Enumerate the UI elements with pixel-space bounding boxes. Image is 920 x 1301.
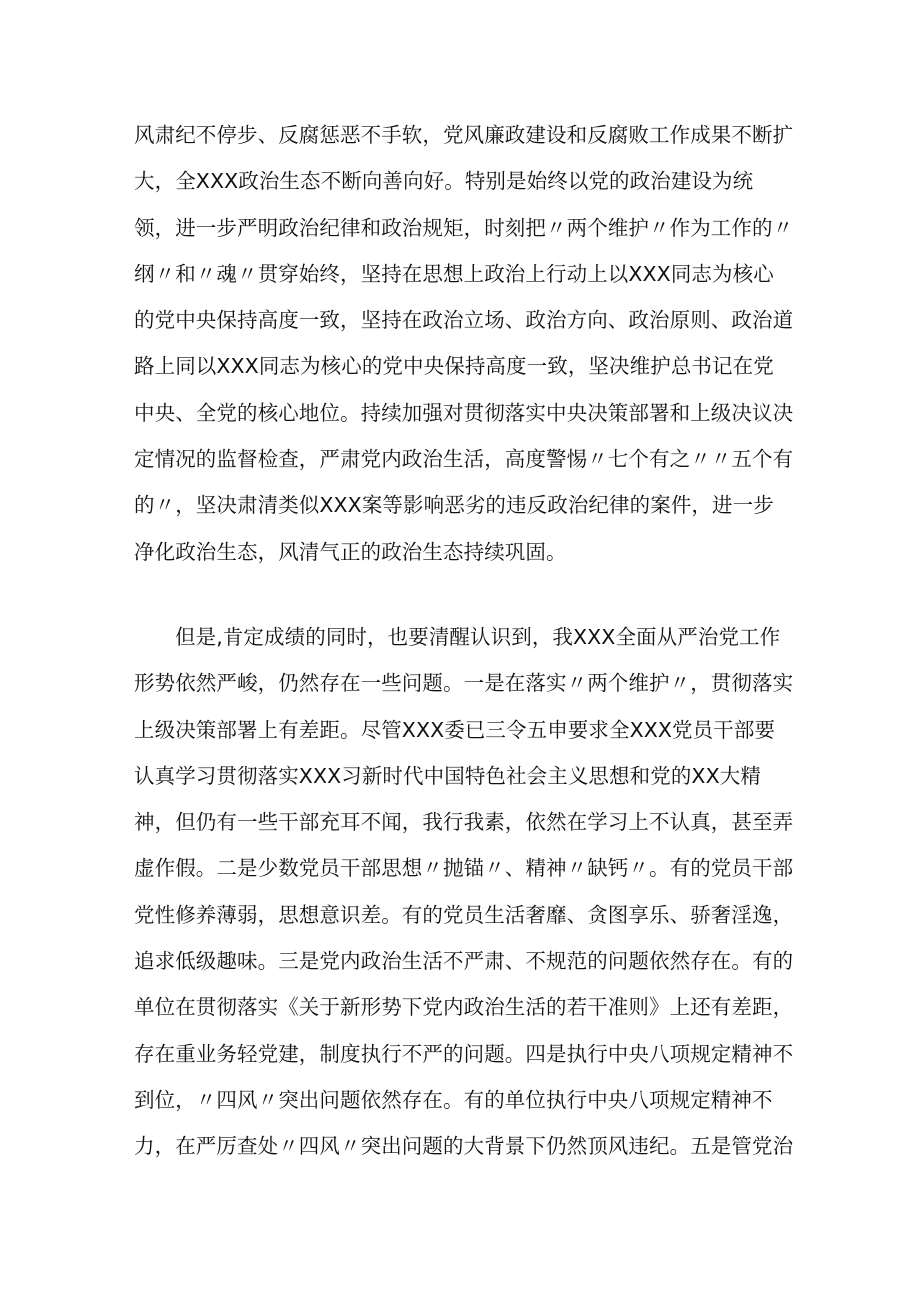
paragraph-line: 存在重业务轻党建，制度执行不严的问题。四是执行中央八项规定精神不 (134, 1041, 794, 1066)
paragraph-line: 力，在严厉查处〃四风〃突出问题的大背景下仍然顶风违纪。五是管党治 (134, 1134, 794, 1159)
paragraph-line: 上级决策部署上有差距。尽管XXX委已三令五申要求全XXX党员干部要 (134, 717, 776, 742)
paragraph-line: 净化政治生态，风清气正的政治生态持续巩固。 (134, 539, 567, 564)
paragraph-line: 到位，〃四风〃突出问题依然存在。有的单位执行中央八项规定精神不 (134, 1087, 773, 1112)
paragraph-line: 定情况的监督检查，严肃党内政治生活，高度警惕〃七个有之〃〃五个有 (134, 447, 794, 472)
paragraph-line: 认真学习贯彻落实XXX习新时代中国特色社会主义思想和党的XX大精 (134, 763, 761, 788)
paragraph-line: 神，但仍有一些干部充耳不闻，我行我素，依然在学习上不认真，甚至弄 (134, 810, 794, 835)
paragraph-line: 虚作假。二是少数党员干部思想〃抛锚〃、精神〃缺钙〃。有的党员干部 (134, 856, 794, 881)
paragraph-1 (134, 112, 794, 575)
paragraph-line: 领，进一步严明政治纪律和政治规矩，时刻把〃两个维护〃作为工作的〃 (134, 215, 794, 240)
paragraph-line-indented: 但是,肯定成绩的同时，也要清醒认识到，我XXX全面从严治党工作 (175, 625, 781, 649)
paragraph-2 (134, 614, 794, 1170)
paragraph-line: 风肃纪不停步、反腐惩恶不手软，党风廉政建设和反腐败工作成果不断扩 (134, 123, 794, 147)
paragraph-line: 纲〃和〃魂〃贯穿始终，坚持在思想上政治上行动上以XXX同志为核心 (134, 261, 774, 286)
paragraph-line: 的党中央保持高度一致，坚持在政治立场、政治方向、政治原则、政治道 (134, 308, 794, 333)
paragraph-line: 形势依然严峻，仍然存在一些问题。一是在落实〃两个维护〃，贯彻落实 (134, 671, 794, 696)
paragraph-line: 党性修养薄弱，思想意识差。有的党员生活奢靡、贪图享乐、骄奢淫逸， (134, 902, 794, 927)
paragraph-line: 追求低级趣味。三是党内政治生活不严肃、不规范的问题依然存在。有的 (134, 949, 794, 974)
paragraph-line: 中央、全党的核心地位。持续加强对贯彻落实中央决策部署和上级决议决 (134, 400, 794, 425)
paragraph-line: 大，全XXX政治生态不断向善向好。特别是始终以党的政治建设为统 (134, 169, 754, 194)
paragraph-line: 单位在贯彻落实《关于新形势下党内政治生活的若干准则》上还有差距， (134, 995, 794, 1020)
paragraph-line: 路上同以XXX同志为核心的党中央保持高度一致，坚决维护总书记在党 (134, 354, 774, 379)
paragraph-line: 的〃，坚决肃清类似XXX案等影响恶劣的违反政治纪律的案件，进一步 (134, 493, 774, 518)
